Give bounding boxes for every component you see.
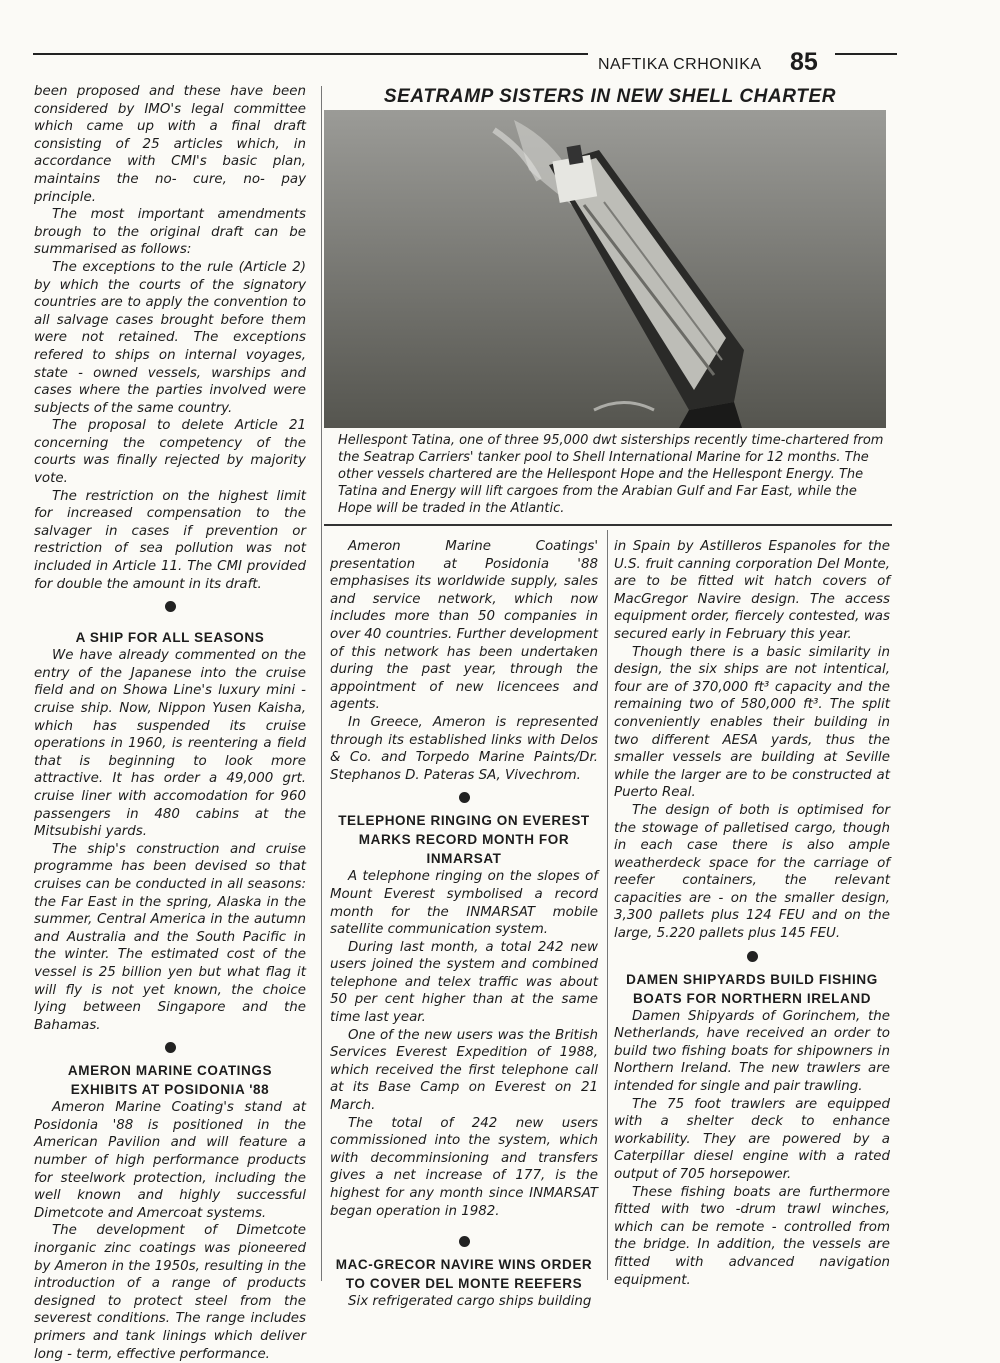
everest-paragraph-1: A telephone ringing on the slopes of Mount Everest symbolised a record month for the INMARSAT mobile satellite communication system. — [330, 869, 598, 938]
macgregor-paragraph-3: Though there is a basic similarity in design, the six ships are not intentical, four are of 370,000 ft³ capacity and the remaining two of 580,000 ft³. The split conveniently enables their building in two different AESA yards, thus the smaller vessels are building at Seville while the larger are to be constructed at Puerto Real. — [614, 644, 890, 801]
seasons-paragraph-2: The ship's construction and cruise programme has been devised so that cruises can be conducted in all seasons: the Far East in the spring, Alaska in the summer, Central America in the autumn and Australia and the South Pacific in the winter. The estimated cost of the vessel is 25 billion yen but what flag it will fly is not yet known, the choice lying between Singapore and the Bahamas. — [34, 841, 306, 1033]
damen-paragraph-1: Damen Shipyards of Gorinchem, the Netherlands, have received an order to build two fishing boats for shipowners in Northern Ireland. The new trawlers are intended for single and pair trawling. — [614, 1008, 890, 1095]
feature-bottom-rule — [324, 524, 892, 526]
ameron-paragraph-3: Ameron Marine Coatings' presentation at Posidonia '88 emphasises its worldwide supply, sales and service network, which now includes more than 50 companies in over 40 countries. Further development of this network has been undertaken during the past year, through the appointment of new licencees and agents. — [330, 539, 598, 713]
salvage-paragraph-3: The exceptions to the rule (Article 2) by which the courts of the signatory countries are to apply the convention to all salvage cases brought before them were not retained. The exceptions refered to ships on internal voyages, state - owned vessels, warships and cases where the parties involved were subjects of the same country. — [34, 259, 306, 416]
salvage-paragraph-2: The most important amendments brough to the original draft can be summarised as follows: — [34, 207, 306, 258]
salvage-paragraph-5: The restriction on the highest limit for increased compensation to the salvager in cases if prevention or restriction of sea pollution was not included in Article 11. The CMI provided for double the amount in its draft. — [34, 488, 306, 592]
page-number: 85 — [790, 48, 818, 76]
everest-paragraph-2: During last month, a total 242 new users joined the system and combined telephone and telex traffic was about 50 per cent higher than at the same time last year. — [330, 939, 598, 1026]
macgregor-paragraph-1: Six refrigerated cargo ships building — [348, 1294, 592, 1310]
tanker-photo — [324, 110, 886, 428]
heading-ship-for-all-seasons: A SHIP FOR ALL SEASONS — [75, 630, 265, 646]
heading-everest: TELEPHONE RINGING ON EVEREST MARKS RECORD MONTH FOR INMARSAT — [338, 813, 590, 867]
column-3 — [614, 538, 890, 1289]
section-bullet — [459, 1236, 470, 1247]
column-divider-1 — [321, 86, 322, 1281]
damen-paragraph-2: The 75 foot trawlers are equipped with a shelter deck to enhance workability. They are powered by a Caterpillar diesel engine with a rated output of 705 horsepower. — [614, 1096, 890, 1182]
header-rule-right — [835, 53, 897, 55]
publication-name: NAFTIKA CRHONIKA — [598, 56, 762, 73]
feature-title: SEATRAMP SISTERS IN NEW SHELL CHARTER — [383, 86, 837, 107]
macgregor-paragraph-2: in Spain by Astilleros Espanoles for the U.S. fruit canning corporation Del Monte, are to be fitted wit hatch covers of MacGregor Navire design. The access equipment order, fiercely contested, was secured early in February this year. — [614, 539, 890, 642]
photo-caption: Hellespont Tatina, one of three 95,000 dwt sisterships recently time-chartered from the Seatrap Carriers' tanker pool to Shell International Marine for 12 months. The other vessels chartered are the Hellespont Hope and the Hellespont Energy. The Tatina and Energy will lift cargoes from the Arabian Gulf and Far East, while the Hope will be traded in the Atlantic. — [338, 433, 884, 516]
header-rule-left — [33, 53, 588, 55]
ameron-paragraph-4: In Greece, Ameron is represented through its established links with Delos & Co. and Torpedo Marine Paints/Dr. Stephanos D. Pateras SA, Vivechrom. — [330, 714, 598, 783]
ship-illustration — [324, 110, 886, 428]
ameron-paragraph-1: Ameron Marine Coating's stand at Posidonia '88 is positioned in the American Pavilion and will feature a number of high performance products for steelwork protection, including the well known and highly successful Dimetcote and Amercoat systems. — [34, 1100, 306, 1221]
section-bullet — [165, 601, 176, 612]
column-2 — [330, 538, 598, 1311]
column-divider-2 — [607, 530, 608, 1280]
seasons-paragraph-1: We have already commented on the entry of the Japanese into the cruise field and on Showa Line's luxury mini - cruise ship. Now, Nippon Yusen Kaisha, which has suspended its cruise operations in 1960, is reentering a field that is beginning to look more attractive. It has order a 49,000 grt. cruise liner with accomodation for 960 passengers in 480 cabins at the Mitsubishi yards. — [34, 648, 306, 840]
everest-paragraph-3: One of the new users was the British Services Everest Expedition of 1988, which received the first telephone call at its Base Camp on Everest on 21 March. — [330, 1027, 598, 1114]
ameron-paragraph-2: The development of Dimetcote inorganic zinc coatings was pioneered by Ameron in the 1950s, resulting in the introduction of a range of products designed to protect steel from the severest conditions. The range includes primers and tank linings which deliver long - term, effective performance. — [34, 1223, 306, 1362]
salvage-paragraph-4: The proposal to delete Article 21 concerning the competency of the courts was finally rejected by majority vote. — [34, 418, 306, 487]
heading-macgregor: MAC-GRECOR NAVIRE WINS ORDER TO COVER DEL MONTE REEFERS — [335, 1257, 593, 1292]
macgregor-paragraph-4: The design of both is optimised for the stowage of palletised cargo, though in each case there is also ample weatherdeck space for the carriage of reefer containers, the relevant capacities are - on the smaller design, 3,300 pallets plus 124 FEU and on the large, 5.220 pallets plus 145 FEU. — [614, 802, 890, 942]
heading-ameron: AMERON MARINE COATINGS EXHIBITS AT POSIDONIA '88 — [67, 1063, 273, 1098]
damen-paragraph-3: These fishing boats are furthermore fitted with two -drum trawl winches, which can be remote - controlled from the bridge. In addition, the vessels are fitted with advanced navigation equipment. — [614, 1184, 890, 1288]
salvage-paragraph-1: been proposed and these have been considered by IMO's legal committee which came up with a final draft consisting of 25 articles which, in accordance with CMI's basic plan, maintains the no- cure, no- pay principle. — [34, 84, 306, 205]
section-bullet — [459, 792, 470, 803]
everest-paragraph-4: The total of 242 new users commissioned into the system, which with decomminsioning and transfers gives a net increase of 177, is the highest for any month since INMARSAT began operation in 1982. — [330, 1115, 598, 1219]
heading-damen: DAMEN SHIPYARDS BUILD FISHING BOATS FOR NORTHERN IRELAND — [626, 971, 878, 1006]
section-bullet — [165, 1042, 176, 1053]
section-bullet — [747, 951, 758, 962]
column-1 — [34, 83, 306, 1363]
